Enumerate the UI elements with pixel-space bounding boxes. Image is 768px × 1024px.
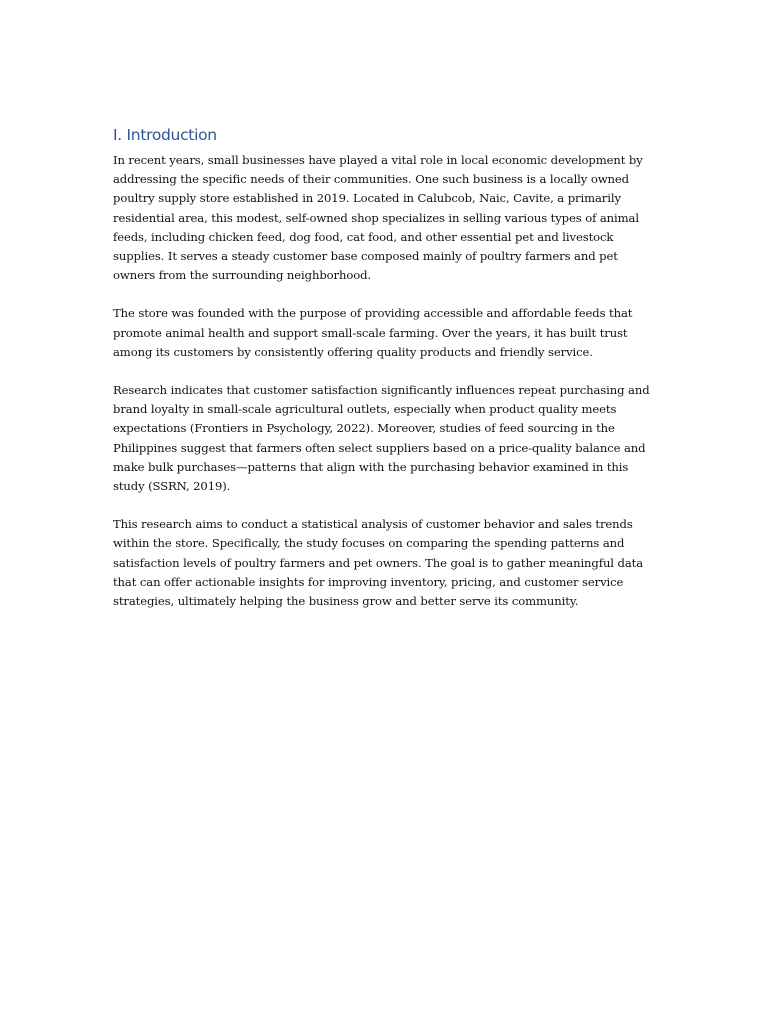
paragraph-store-founding: The store was founded with the purpose of providing accessible and affordable feeds that promote animal health and support small-scale farming. Over the years, it has built trust among its customers by consistently offering quality products and friendly service.: [113, 306, 633, 359]
paragraph-research-aim: This research aims to conduct a statistical analysis of customer behavior and sales trends within the store. Specifically, the study focuses on comparing the spending patterns and satisfaction levels of poultry farmers and pet owners. The goal is to gather meaningful data that can offer actionable insights for improving inventory, pricing, and customer service strategies, ultimately helping the business grow and better serve its community.: [113, 517, 644, 609]
paragraph-background: In recent years, small businesses have played a vital role in local economic development by addressing the specific needs of their communities. One such business is a locally owned poultry supply store established in 2019. Located in Calubcob, Naic, Cavite, a primarily residential area, this modest, self-owned shop specializes in selling various types of animal feeds, including chicken feed, dog food, cat food, and other essential pet and livestock supplies. It serves a steady customer base composed mainly of poultry farmers and pet owners from the surrounding neighborhood.: [113, 153, 643, 283]
section-heading: I. Introduction: [113, 126, 217, 144]
introduction-section: [113, 123, 659, 630]
paragraph-research-context: Research indicates that customer satisfaction significantly influences repeat purchasing and brand loyalty in small-scale agricultural outlets, especially when product quality meets expectations (Frontiers in Psychology, 2022). Moreover, studies of feed sourcing in the Philippines suggest that farmers often select suppliers based on a price-quality balance and make bulk purchases—patterns that align with the purchasing behavior examined in this study (SSRN, 2019).: [113, 383, 650, 494]
